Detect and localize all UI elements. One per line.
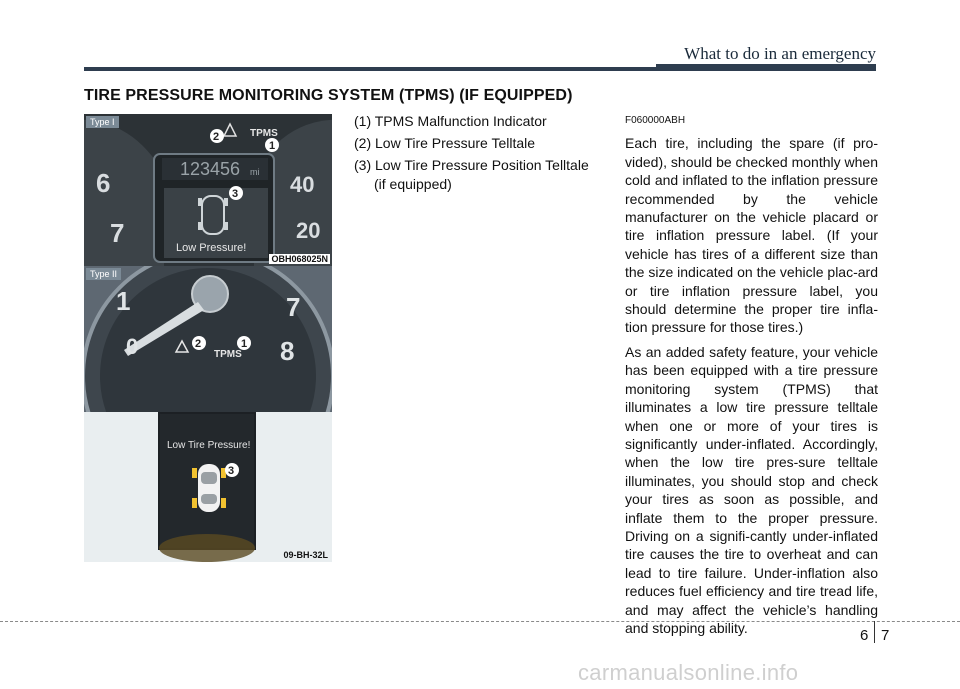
list-item-continuation: (if equipped) — [374, 176, 452, 192]
gauge-number-1: 1 — [116, 286, 131, 316]
low-tire-warning: Low Tire Pressure! — [167, 440, 251, 451]
low-pressure-warning: Low Pressure! — [176, 242, 247, 254]
paragraph-1: Each tire, including the spare (if pro-vided), should be checked monthly when cold and inflated to the inflation pressure recommended by the vehicle manufacturer on the vehicle placard or tire inflation pressure label. (If your vehicle has tires of a different size than the size indicated on the vehicle plac-ard or tire inflation pressure label, you should determine the proper tire infla-tion pressure for those tires.) — [625, 135, 878, 336]
body-column — [625, 112, 878, 643]
marker-1: 1 — [241, 338, 248, 350]
figure1-code: OBH068025N — [271, 254, 328, 264]
type2-label: Type II — [86, 268, 121, 280]
tpms-label: TPMS — [214, 349, 242, 360]
low-tire-display-illustration — [84, 412, 332, 562]
figure-type1-cluster — [84, 114, 332, 266]
gauge-number-7: 7 — [286, 292, 301, 322]
odometer-unit: mi — [250, 167, 260, 177]
list-item: (2) Low Tire Pressure Telltale — [354, 135, 536, 151]
list-item: (3) Low Tire Pressure Position Telltale — [354, 157, 589, 173]
marker-2: 2 — [195, 338, 202, 350]
marker-3: 3 — [232, 188, 239, 200]
cluster-type2-illustration — [84, 266, 332, 412]
header-title: What to do in an emergency — [684, 44, 876, 63]
indicator-list — [354, 112, 609, 197]
gauge-number-0: 0 — [126, 334, 139, 359]
tpms-label: TPMS — [250, 128, 278, 139]
gauge-left-6: 6 — [96, 168, 111, 198]
section-code: F060000ABH — [625, 115, 686, 126]
gauge-right-20: 20 — [296, 218, 321, 243]
marker-3: 3 — [228, 465, 235, 477]
marker-1: 1 — [269, 140, 276, 152]
header-rule-thick — [656, 64, 876, 71]
type1-label: Type I — [86, 116, 119, 128]
gauge-number-8: 8 — [280, 336, 295, 366]
section-title: TIRE PRESSURE MONITORING SYSTEM (TPMS) (IF EQUIPPED) — [84, 87, 573, 104]
figure-low-tire-display — [84, 412, 332, 562]
list-item: (1) TPMS Malfunction Indicator — [354, 113, 547, 129]
page-separator — [874, 621, 875, 643]
gauge-left-7: 7 — [110, 218, 125, 248]
watermark: carmanualsonline.info — [578, 660, 799, 685]
page-number: 7 — [881, 627, 890, 644]
odometer-value: 123456 — [180, 159, 241, 179]
figure3-code: 09-BH-32L — [283, 550, 328, 560]
marker-2: 2 — [213, 131, 220, 143]
gauge-right-40: 40 — [290, 172, 315, 197]
footer-rule — [0, 621, 960, 622]
cluster-type1-illustration — [84, 114, 332, 266]
figure-type2-cluster — [84, 266, 332, 412]
paragraph-2: As an added safety feature, your vehicle has been equipped with a tire pressure monitoring system (TPMS) that illuminates a low tire pressure telltale when one or more of your tires is significantly under-inflated. Accordingly, when the low tire pres-sure telltale illuminates, you should stop and check your tires as soon as possible, and inflate them to the proper pressure. Driving on a signifi-cantly under-inflated tire causes the tire to overheat and can lead to tire failure. Under-inflation also reduces fuel efficiency and tire tread life, and may affect the vehicle’s handling and stopping ability. — [625, 343, 878, 636]
chapter-number: 6 — [860, 627, 869, 644]
